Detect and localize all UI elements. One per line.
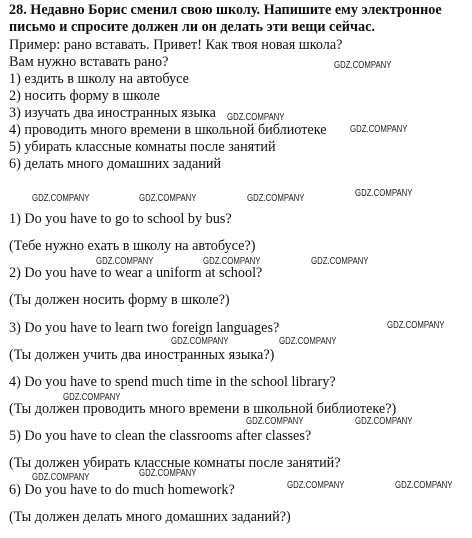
watermark: GDZ.COMPANY [247,193,305,204]
watermark: GDZ.COMPANY [334,60,392,71]
watermark: GDZ.COMPANY [139,468,197,479]
answer-5-translation: (Ты должен убирать классные комнаты после занятий? [9,455,341,471]
watermark: GDZ.COMPANY [246,416,304,427]
watermark: GDZ.COMPANY [311,256,369,267]
watermark: GDZ.COMPANY [63,392,121,403]
watermark: GDZ.COMPANY [32,193,90,204]
example-line-2: Вам нужно вставать рано? [9,54,169,70]
task-item-6: 6) делать много домашних заданий [9,156,222,172]
task-item-2: 2) носить форму в школе [9,88,160,104]
task-item-3: 3) изучать два иностранных языка [9,105,216,121]
watermark: GDZ.COMPANY [203,256,261,267]
answer-2-english: 2) Do you have to wear a uniform at school? [9,265,263,281]
task-item-5: 5) убирать классные комнаты после занятий [9,139,276,155]
answer-1-translation: (Тебе нужно ехать в школу на автобусе?) [9,238,256,254]
watermark: GDZ.COMPANY [96,256,154,267]
task-item-1: 1) ездить в школу на автобусе [9,71,189,87]
watermark: GDZ.COMPANY [32,472,90,483]
watermark: GDZ.COMPANY [139,193,197,204]
task-title-line-1: 28. Недавно Борис сменил свою школу. Напишите ему электронное [9,2,442,18]
watermark: GDZ.COMPANY [171,336,229,347]
watermark: GDZ.COMPANY [227,112,285,123]
watermark: GDZ.COMPANY [355,416,413,427]
answer-6-english: 6) Do you have to do much homework? [9,482,235,498]
task-item-4: 4) проводить много времени в школьной библиотеке [9,122,327,138]
answer-1-english: 1) Do you have to go to school by bus? [9,211,232,227]
watermark: GDZ.COMPANY [355,188,413,199]
watermark: GDZ.COMPANY [350,124,408,135]
answer-3-translation: (Ты должен учить два иностранных языка?) [9,347,275,363]
answer-4-english: 4) Do you have to spend much time in the school library? [9,374,336,390]
watermark: GDZ.COMPANY [279,336,337,347]
answer-2-translation: (Ты должен носить форму в школе?) [9,292,230,308]
watermark: GDZ.COMPANY [287,480,345,491]
answer-6-translation: (Ты должен делать много домашних заданий?) [9,509,291,525]
answer-3-english: 3) Do you have to learn two foreign languages? [9,320,280,336]
task-title-line-2: письмо и спросите должен ли он делать эти вещи сейчас. [9,19,375,35]
answer-5-english: 5) Do you have to clean the classrooms after classes? [9,428,312,444]
watermark: GDZ.COMPANY [387,320,445,331]
watermark: GDZ.COMPANY [395,480,453,491]
example-line-1: Пример: рано вставать. Привет! Как твоя новая школа? [9,37,343,53]
answer-4-translation: (Ты должен проводить много времени в школьной библиотеке?) [9,401,397,417]
